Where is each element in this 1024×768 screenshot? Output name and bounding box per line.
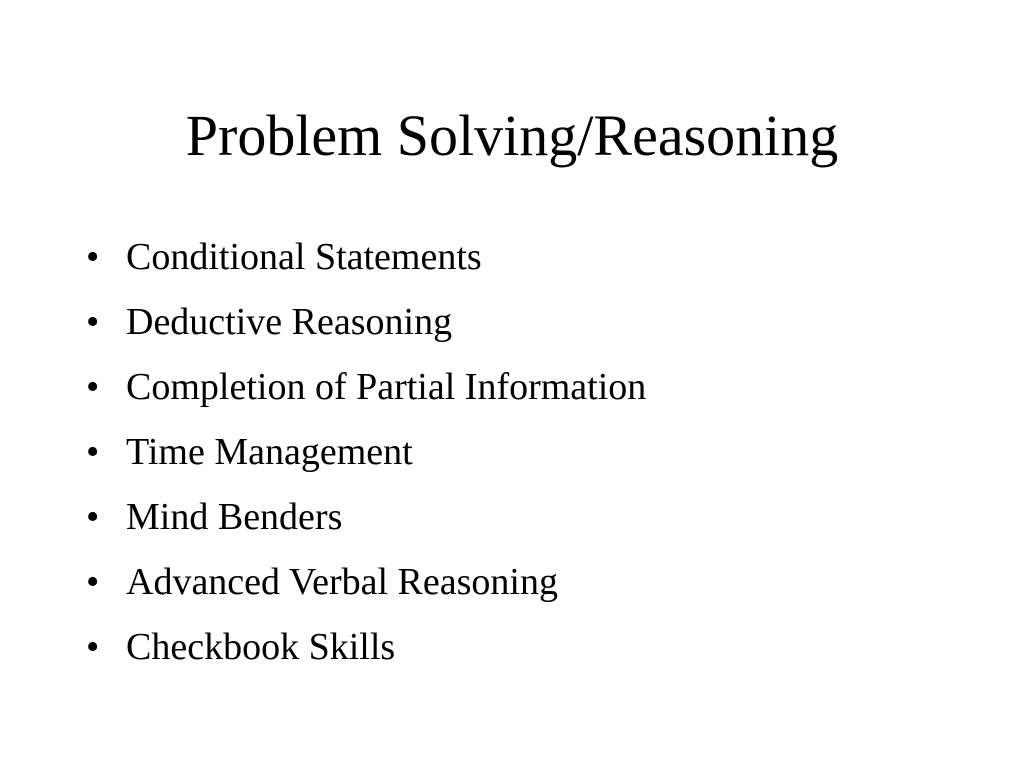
- bullet-list: [86, 231, 646, 686]
- list-item: [86, 491, 646, 556]
- bullet-icon: •: [86, 236, 100, 278]
- list-item-text: Completion of Partial Information: [126, 366, 647, 408]
- bullet-icon: •: [86, 366, 100, 408]
- list-item-text: Mind Benders: [126, 496, 343, 538]
- bullet-icon: •: [86, 561, 100, 603]
- list-item: [86, 296, 646, 361]
- bullet-icon: •: [86, 626, 100, 668]
- list-item-text: Advanced Verbal Reasoning: [126, 561, 558, 603]
- bullet-icon: •: [86, 496, 100, 538]
- list-item-text: Conditional Statements: [126, 236, 482, 278]
- list-item: [86, 621, 646, 686]
- list-item: [86, 556, 646, 621]
- list-item-text: Deductive Reasoning: [126, 301, 453, 343]
- bullet-icon: •: [86, 301, 100, 343]
- list-item-text: Checkbook Skills: [126, 626, 396, 668]
- list-item: [86, 361, 646, 426]
- list-item: [86, 231, 646, 296]
- list-item: [86, 426, 646, 491]
- bullet-icon: •: [86, 431, 100, 473]
- list-item-text: Time Management: [126, 431, 413, 473]
- slide-title: Problem Solving/Reasoning: [185, 103, 839, 168]
